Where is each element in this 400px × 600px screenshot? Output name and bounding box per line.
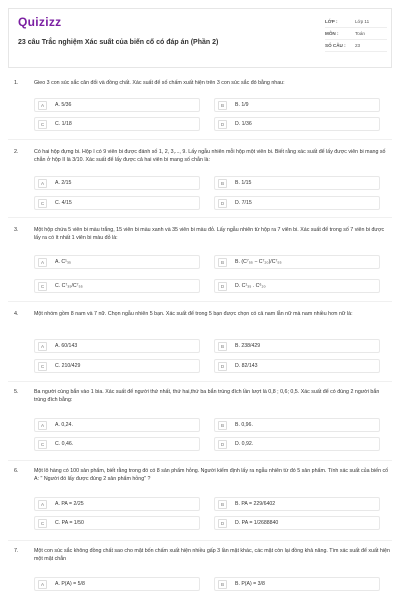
option-text: B. P(A) = 3/8 bbox=[235, 581, 265, 587]
option-text: D. PA = 1/2688840 bbox=[235, 520, 279, 526]
option-letter: A bbox=[38, 421, 47, 430]
quizizz-logo[interactable]: Quizizz bbox=[18, 15, 62, 29]
meta-label: MÔN : bbox=[325, 31, 339, 36]
question-text: Ba người cùng bắn vào 1 bia. Xác suất để người thứ nhất, thứ hai,thứ ba bắn trúng đích lần lượt là 0,8 ; 0,6; 0,5. Xác suất để có đúng 2 người bắn trúng đích bằng: bbox=[34, 389, 380, 403]
option-letter: B bbox=[218, 342, 227, 351]
option-text: C. 0,46. bbox=[55, 441, 74, 447]
option-text: C. 4/15 bbox=[55, 200, 72, 206]
option-d[interactable] bbox=[214, 117, 380, 131]
option-letter: A bbox=[38, 580, 47, 589]
divider bbox=[8, 540, 392, 541]
option-b[interactable] bbox=[214, 98, 380, 112]
option-b[interactable] bbox=[214, 255, 380, 269]
option-letter: A bbox=[38, 342, 47, 351]
divider bbox=[8, 381, 392, 382]
option-letter: C bbox=[38, 440, 47, 449]
option-d[interactable] bbox=[214, 516, 380, 530]
meta-table bbox=[325, 16, 387, 52]
option-a[interactable] bbox=[34, 255, 200, 269]
divider bbox=[8, 139, 392, 140]
option-a[interactable] bbox=[34, 339, 200, 353]
option-c[interactable] bbox=[34, 359, 200, 373]
divider bbox=[8, 217, 392, 218]
option-text: D. 7/15 bbox=[235, 200, 252, 206]
option-text: A. PA = 2/25 bbox=[55, 501, 84, 507]
divider bbox=[8, 301, 392, 302]
option-letter: D bbox=[218, 120, 227, 129]
option-letter: D bbox=[218, 440, 227, 449]
question-text: Một hộp chứa 5 viên bi màu trắng, 15 viên bi màu xanh và 35 viên bi màu đỏ. Lấy ngẫu nhiên từ hộp ra 7 viên bi. Xác suất để trong số 7 viên bi được lấy ra có ít nhất 1 viên bi màu đỏ là: bbox=[34, 227, 385, 241]
option-b[interactable] bbox=[214, 339, 380, 353]
option-letter: C bbox=[38, 519, 47, 528]
option-letter: B bbox=[218, 421, 227, 430]
option-letter: B bbox=[218, 500, 227, 509]
option-a[interactable] bbox=[34, 577, 200, 591]
option-letter: C bbox=[38, 199, 47, 208]
option-text: C. PA = 1/50 bbox=[55, 520, 84, 526]
meta-row-count bbox=[325, 40, 387, 52]
option-letter: B bbox=[218, 101, 227, 110]
question-number: 1. bbox=[14, 80, 19, 86]
meta-label: LỚP : bbox=[325, 19, 338, 24]
meta-row-class bbox=[325, 16, 387, 28]
meta-value: Lớp 11 bbox=[355, 19, 370, 24]
option-letter: A bbox=[38, 258, 47, 267]
option-letter: A bbox=[38, 179, 47, 188]
option-text: D. 82/143 bbox=[235, 363, 258, 369]
question-text: Có hai hộp đựng bi. Hộp I có 9 viên bi được đánh số 1, 2, 3,..., 9. Lấy ngẫu nhiên mỗi hộp một viên bi. Biết rằng xác suất để lấy được viên bi mang số chẵn ở hộp II là 3/10. Xác suất để lấy được cả hai viên bi mang số chẵn là: bbox=[34, 149, 386, 163]
option-c[interactable] bbox=[34, 196, 200, 210]
option-text: A. 60/143 bbox=[55, 343, 78, 349]
option-a[interactable] bbox=[34, 176, 200, 190]
option-letter: B bbox=[218, 179, 227, 188]
option-text: A. C¹₃₅ bbox=[55, 259, 72, 265]
option-text: C. 210/429 bbox=[55, 363, 81, 369]
header-card bbox=[8, 8, 392, 68]
divider bbox=[8, 460, 392, 461]
option-text: B. 0,96. bbox=[235, 422, 253, 428]
option-b[interactable] bbox=[214, 176, 380, 190]
option-text: A. 2/15 bbox=[55, 180, 72, 186]
option-c[interactable] bbox=[34, 117, 200, 131]
question-text: Một lô hàng có 100 sản phẩm, biết rằng trong đó có 8 sản phẩm hỏng. Người kiểm định lấy ra ngẫu nhiên từ đó 5 sản phẩm. Tính xác suất của biến cố A: " Người đó lấy được đúng 2 sản phẩm hỏng" ? bbox=[34, 468, 389, 482]
option-text: B. PA = 229/6402 bbox=[235, 501, 276, 507]
question-text: Một nhóm gồm 8 nam và 7 nữ. Chọn ngẫu nhiên 5 bạn. Xác suất để trong 5 bạn được chọn có cả nam lẫn nữ mà nam nhiều hơn nữ là: bbox=[34, 311, 353, 317]
meta-value: Toán bbox=[355, 31, 365, 36]
question-number: 4. bbox=[14, 311, 19, 317]
option-letter: C bbox=[38, 120, 47, 129]
page-title: 23 câu Trắc nghiệm Xác suất của biến cố có đáp án (Phần 2) bbox=[18, 39, 219, 46]
option-letter: A bbox=[38, 500, 47, 509]
option-c[interactable] bbox=[34, 279, 200, 293]
option-a[interactable] bbox=[34, 497, 200, 511]
option-text: D. 1/36 bbox=[235, 121, 252, 127]
option-letter: D bbox=[218, 199, 227, 208]
meta-row-subject bbox=[325, 28, 387, 40]
option-letter: B bbox=[218, 580, 227, 589]
option-text: C. 1/18 bbox=[55, 121, 72, 127]
option-letter: C bbox=[38, 362, 47, 371]
option-b[interactable] bbox=[214, 497, 380, 511]
option-text: C. C⁷₃₅/C⁷₅₅ bbox=[55, 283, 83, 289]
option-d[interactable] bbox=[214, 359, 380, 373]
option-text: A. P(A) = 5/8 bbox=[55, 581, 85, 587]
question-number: 5. bbox=[14, 389, 19, 395]
meta-value: 23 bbox=[355, 43, 361, 48]
option-text: A. 5/36 bbox=[55, 102, 72, 108]
option-letter: D bbox=[218, 362, 227, 371]
meta-label: SỐ CÂU : bbox=[325, 43, 346, 48]
option-letter: D bbox=[218, 519, 227, 528]
option-a[interactable] bbox=[34, 98, 200, 112]
option-d[interactable] bbox=[214, 196, 380, 210]
option-text: D. C¹₃₅ . C⁶₂₀ bbox=[235, 283, 266, 289]
question-text: Một con súc sắc không đồng chất sao cho mặt bốn chấm xuất hiện nhiều gấp 3 lần mặt khác, các mặt còn lại đồng khả năng. Tìm xác suất để xuất hiện một mặt chẵn bbox=[34, 548, 390, 562]
question-number: 2. bbox=[14, 149, 19, 155]
option-text: B. 238/429 bbox=[235, 343, 261, 349]
option-text: B. (C⁷₅₅ − C⁷₂₀)/C⁷₅₅ bbox=[235, 259, 282, 265]
option-c[interactable] bbox=[34, 437, 200, 451]
question-number: 7. bbox=[14, 548, 19, 554]
option-letter: D bbox=[218, 282, 227, 291]
option-text: A. 0,24. bbox=[55, 422, 73, 428]
option-b[interactable] bbox=[214, 418, 380, 432]
option-letter: A bbox=[38, 101, 47, 110]
option-b[interactable] bbox=[214, 577, 380, 591]
option-d[interactable] bbox=[214, 437, 380, 451]
question-number: 3. bbox=[14, 227, 19, 233]
question-number: 6. bbox=[14, 468, 19, 474]
option-letter: C bbox=[38, 282, 47, 291]
option-d[interactable] bbox=[214, 279, 380, 293]
option-letter: B bbox=[218, 258, 227, 267]
option-text: D. 0,92. bbox=[235, 441, 254, 447]
option-a[interactable] bbox=[34, 418, 200, 432]
option-c[interactable] bbox=[34, 516, 200, 530]
option-text: B. 1/9 bbox=[235, 102, 249, 108]
option-text: B. 1/15 bbox=[235, 180, 252, 186]
question-text: Gieo 3 con súc sắc cân đối và đồng chất. Xác suất để số chấm xuất hiện trên 3 con súc sắc đó bằng nhau: bbox=[34, 80, 285, 86]
